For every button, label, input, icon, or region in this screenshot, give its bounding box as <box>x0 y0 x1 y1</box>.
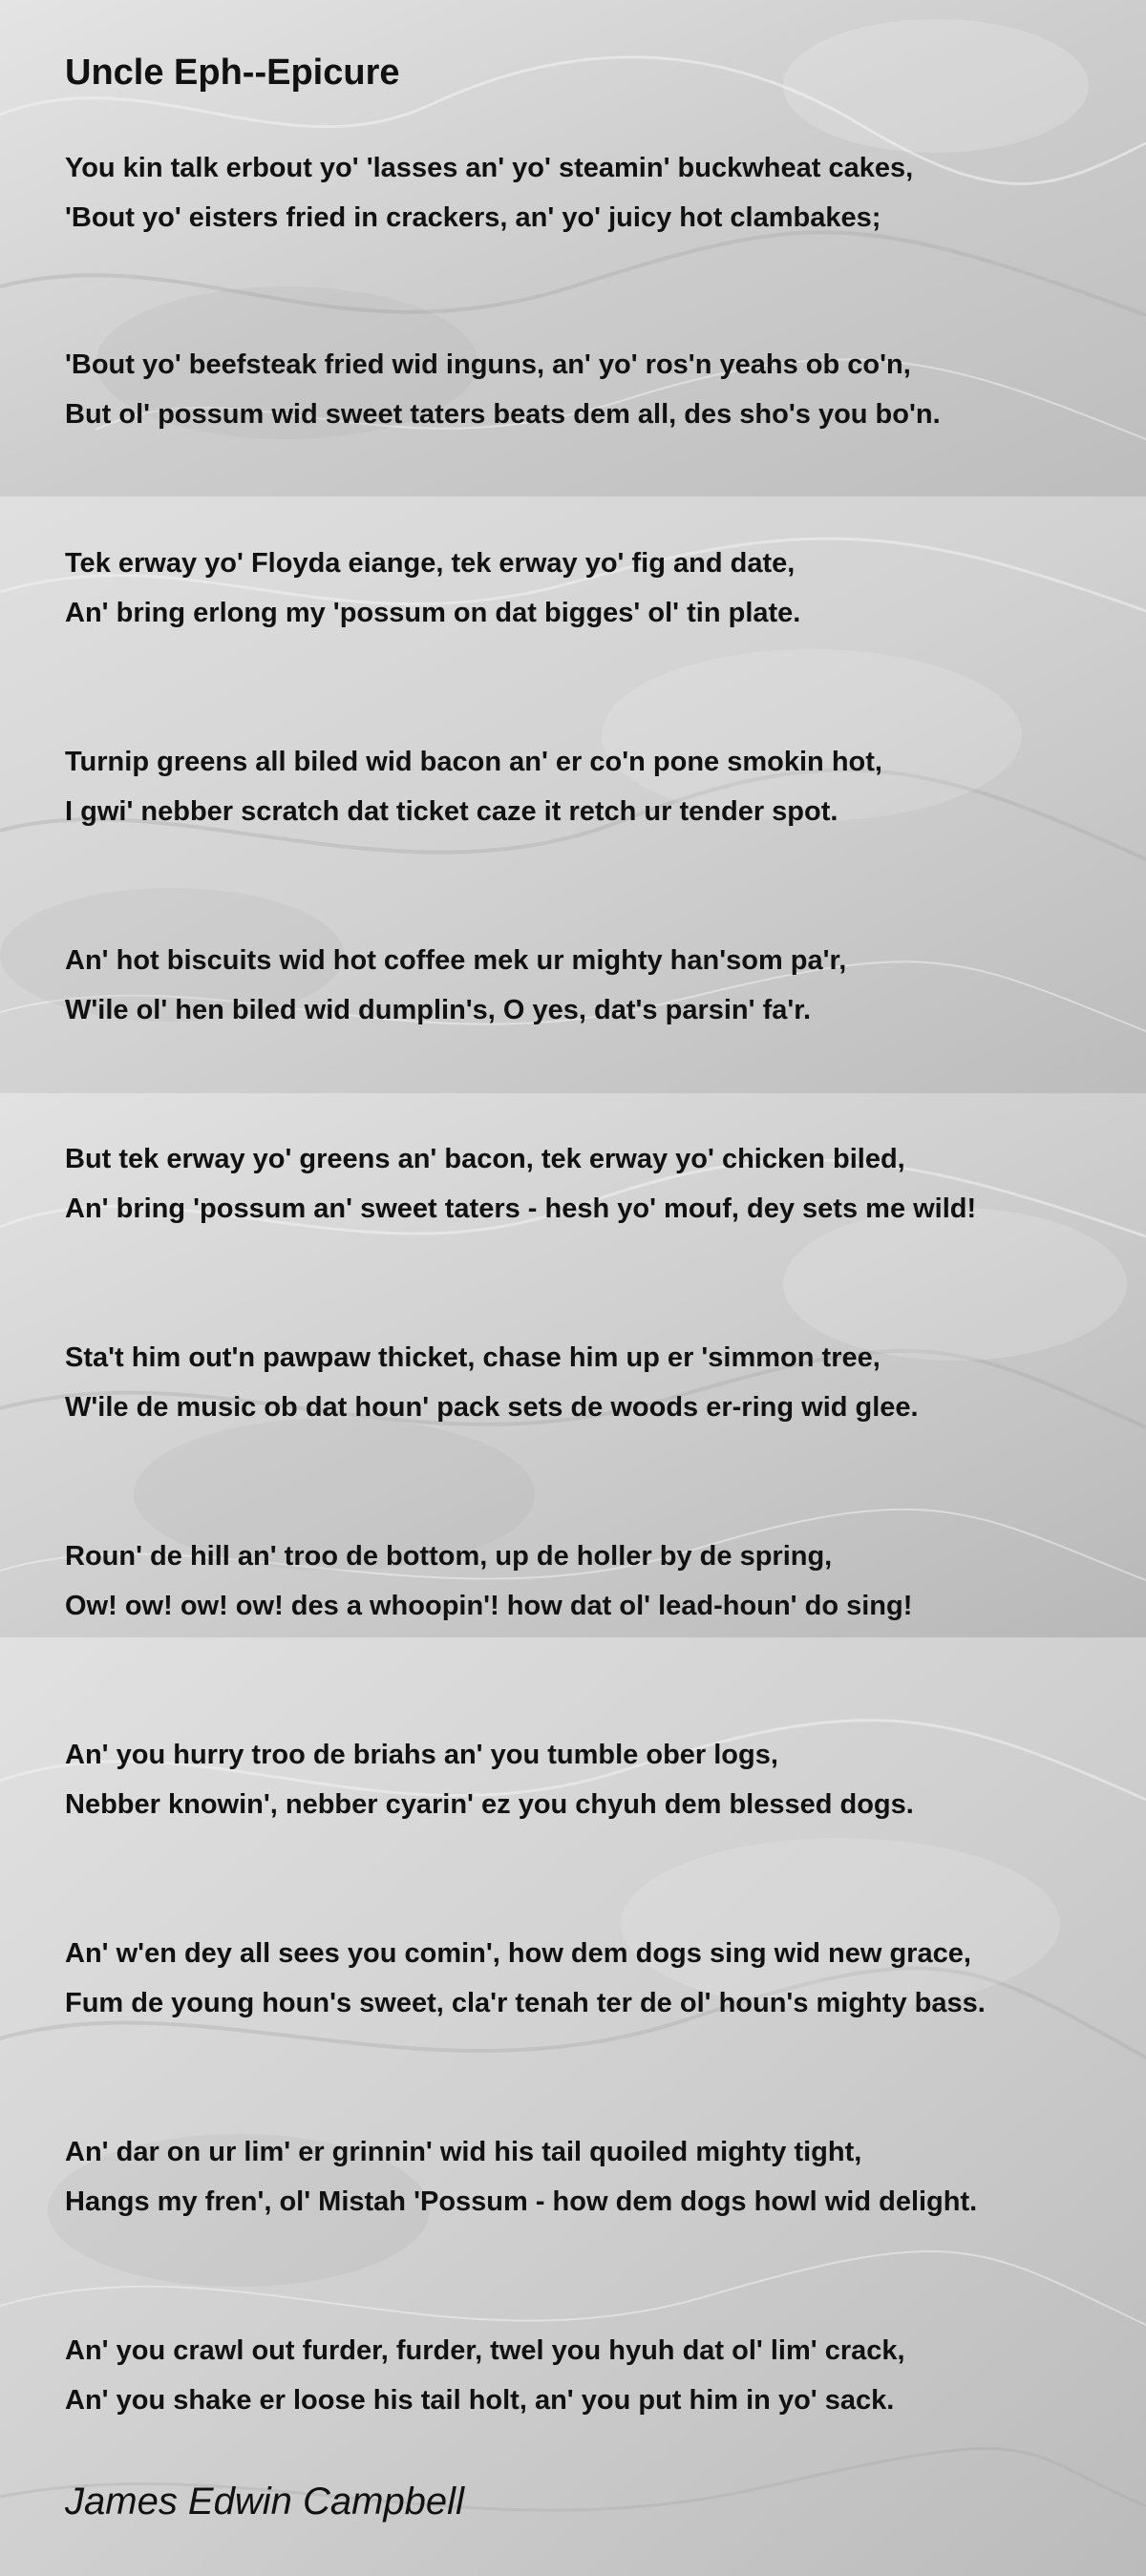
stanza-8 <box>65 1531 1125 1631</box>
poem-line: An' bring 'possum an' sweet taters - hesh yo' mouf, dey sets me wild! <box>65 1193 977 1224</box>
poem-line: W'ile de music ob dat houn' pack sets de woods er-ring wid glee. <box>65 1392 919 1423</box>
poem-line: I gwi' nebber scratch dat ticket caze it retch ur tender spot. <box>65 796 838 827</box>
poem-line: An' w'en dey all sees you comin', how dem dogs sing wid new grace, <box>65 1938 971 1969</box>
stanza-3 <box>65 538 1125 638</box>
poem-line: Nebber knowin', nebber cyarin' ez you chyuh dem blessed dogs. <box>65 1789 914 1820</box>
poem-line: 'Bout yo' beefsteak fried wid inguns, an' yo' ros'n yeahs ob co'n, <box>65 349 911 380</box>
poem-line: Turnip greens all biled wid bacon an' er co'n pone smokin hot, <box>65 747 882 777</box>
poem-line: Roun' de hill an' troo de bottom, up de holler by de spring, <box>65 1541 833 1572</box>
poem-author: James Edwin Campbell <box>65 2481 464 2523</box>
poem-line: Fum de young houn's sweet, cla'r tenah ter de ol' houn's mighty bass. <box>65 1988 986 2018</box>
stanza-9 <box>65 1730 1125 1829</box>
poem-line: But tek erway yo' greens an' bacon, tek erway yo' chicken biled, <box>65 1144 905 1174</box>
poem-line: You kin talk erbout yo' 'lasses an' yo' steamin' buckwheat cakes, <box>65 153 914 183</box>
poem-line: 'Bout yo' eisters fried in crackers, an' yo' juicy hot clambakes; <box>65 202 881 233</box>
poem-line: An' you hurry troo de briahs an' you tumble ober logs, <box>65 1740 778 1770</box>
poem-title: Uncle Eph--Epicure <box>65 53 400 93</box>
stanza-2 <box>65 340 1125 439</box>
poem-line: Tek erway yo' Floyda eiange, tek erway yo' fig and date, <box>65 548 796 579</box>
stanza-10 <box>65 1929 1125 2028</box>
poem-line: An' you shake er loose his tail holt, an' you put him in yo' sack. <box>65 2385 895 2416</box>
stanza-11 <box>65 2127 1125 2227</box>
stanza-1 <box>65 143 1125 243</box>
poem-line: An' hot biscuits wid hot coffee mek ur mighty han'som pa'r, <box>65 945 847 976</box>
stanza-4 <box>65 737 1125 836</box>
poem-line: An' you crawl out furder, furder, twel you hyuh dat ol' lim' crack, <box>65 2335 905 2366</box>
poem-line: Hangs my fren', ol' Mistah 'Possum - how dem dogs howl wid delight. <box>65 2186 978 2217</box>
stanza-12 <box>65 2326 1125 2425</box>
poem-line: An' dar on ur lim' er grinnin' wid his tail quoiled mighty tight, <box>65 2137 862 2167</box>
stanza-6 <box>65 1134 1125 1234</box>
poem-line: Ow! ow! ow! ow! des a whoopin'! how dat ol' lead-houn' do sing! <box>65 1591 913 1621</box>
stanza-5 <box>65 936 1125 1035</box>
poem-line: Sta't him out'n pawpaw thicket, chase him up er 'simmon tree, <box>65 1342 881 1373</box>
poem-line: W'ile ol' hen biled wid dumplin's, O yes, dat's parsin' fa'r. <box>65 995 812 1025</box>
poem-line: But ol' possum wid sweet taters beats dem all, des sho's you bo'n. <box>65 399 941 430</box>
poem-line: An' bring erlong my 'possum on dat bigges' ol' tin plate. <box>65 598 801 628</box>
stanza-7 <box>65 1333 1125 1432</box>
